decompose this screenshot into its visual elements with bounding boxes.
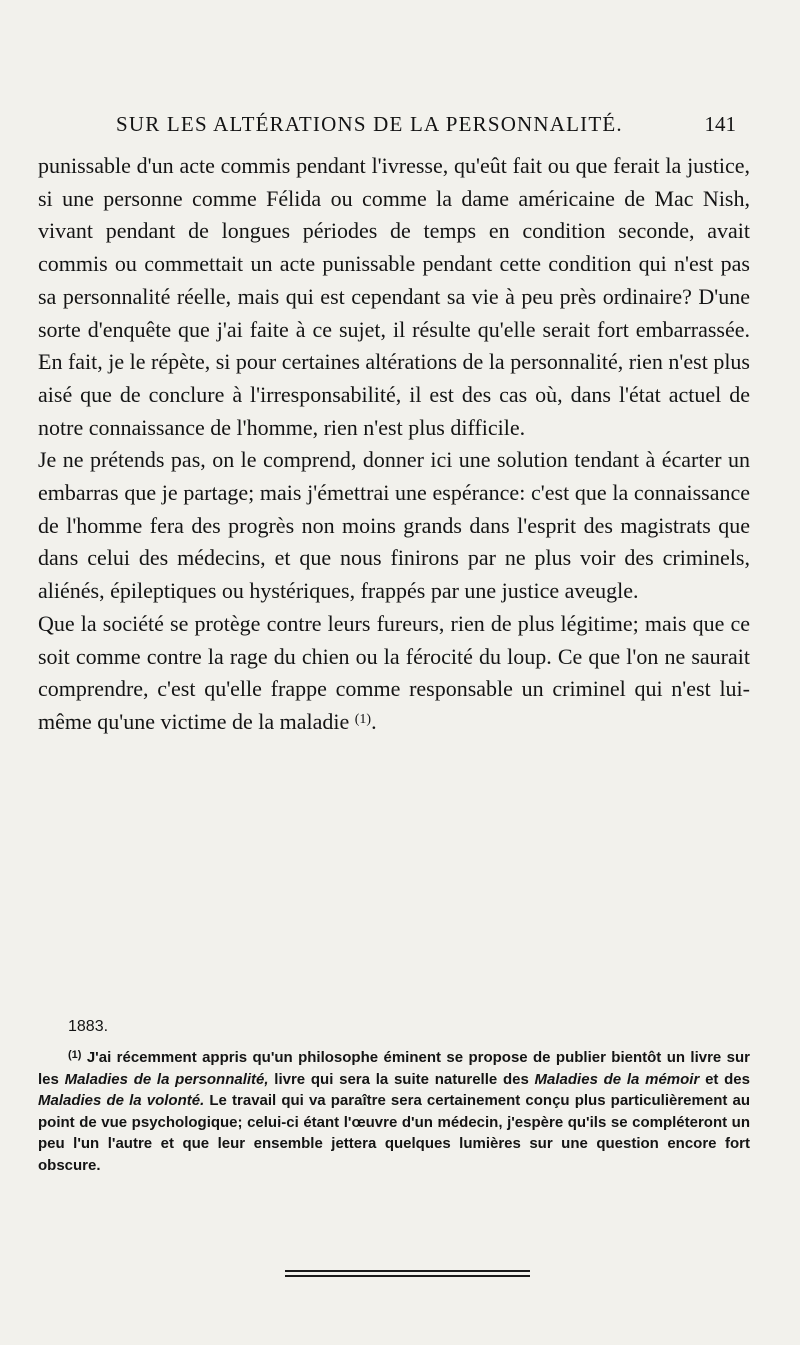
footnote-text-2: livre qui sera la suite naturelle des <box>268 1070 535 1088</box>
footnote-title-3: Maladies de la volonté. <box>38 1092 205 1109</box>
footnote-title-2: Maladies de la mémoir <box>534 1070 700 1088</box>
closing-rule-bottom <box>285 1275 530 1277</box>
footnote-reference: (1) <box>354 711 372 727</box>
date-line: 1883. <box>68 1018 109 1035</box>
footnote-text-1: J'ai récemment appris qu'un philosophe éminent se propose de publier bientôt un livre sur les <box>38 1049 750 1088</box>
paragraph-3-text: Que la société se protège contre leurs fureurs, rien de plus légitime; mais que ce soit comme contre la rage du chien ou la férocité du loup. Ce que l'on ne saurait comprendre, c'est qu'elle frappe comme responsable un criminel qui n'est lui-même qu'une victime de la maladie <box>38 610 750 734</box>
page-number: 141 <box>704 112 736 136</box>
paragraph-3 <box>38 608 750 739</box>
footnote-text-4: Le travail qui va paraître sera certainement conçu plus particulièrement au point de vue psychologique; celui-ci étant l'œuvre d'un médecin, j'espère qu'ils se compléteront un peu l'un l'autre et que leur ensemble jettera quelques lumières sur une question encore fort obscure. <box>38 1092 750 1174</box>
footnote <box>38 1047 750 1176</box>
paragraph-2: Je ne prétends pas, on le comprend, donner ici une solution tendant à écarter un embarras que je partage; mais j'émettrai une espérance: c'est que la connaissance de l'homme fera des progrès non moins grands dans l'esprit des magistrats que dans celui des médecins, et que nous finirons par ne plus voir des criminels, aliénés, épileptiques ou hystériques, frappés par une justice aveugle. <box>38 447 750 604</box>
footnote-marker: (1) <box>68 1049 82 1061</box>
footnote-title-1: Maladies de la personnalité, <box>64 1070 269 1088</box>
footnote-text-3: et des <box>699 1070 750 1088</box>
paragraph-continued: punissable d'un acte commis pendant l'ivresse, qu'eût fait ou que ferait la justice, si une personne comme Félida ou comme la dame américaine de Mac Nish, vivant pendant de longues périodes de temps en condition seconde, avait commis ou commettait un acte punissable pendant cette condition qui n'est pas sa personnalité réelle, mais qui est cependant sa vie à peu près ordinaire? D'une sorte d'enquête que j'ai faite à ce sujet, il résulte qu'elle serait fort embarrassée. En fait, je le répète, si pour certaines altérations de la personnalité, rien n'est plus aisé que de conclure à l'irresponsabilité, il est des cas où, dans l'état actuel de notre connaissance de l'homme, rien n'est plus difficile. <box>38 153 750 440</box>
closing-rule-top <box>285 1270 530 1272</box>
body-text <box>38 150 750 739</box>
paragraph-3-end: . <box>371 708 377 734</box>
running-header-title: SUR LES ALTÉRATIONS DE LA PERSONNALITÉ. <box>116 112 623 136</box>
running-header <box>96 112 736 142</box>
